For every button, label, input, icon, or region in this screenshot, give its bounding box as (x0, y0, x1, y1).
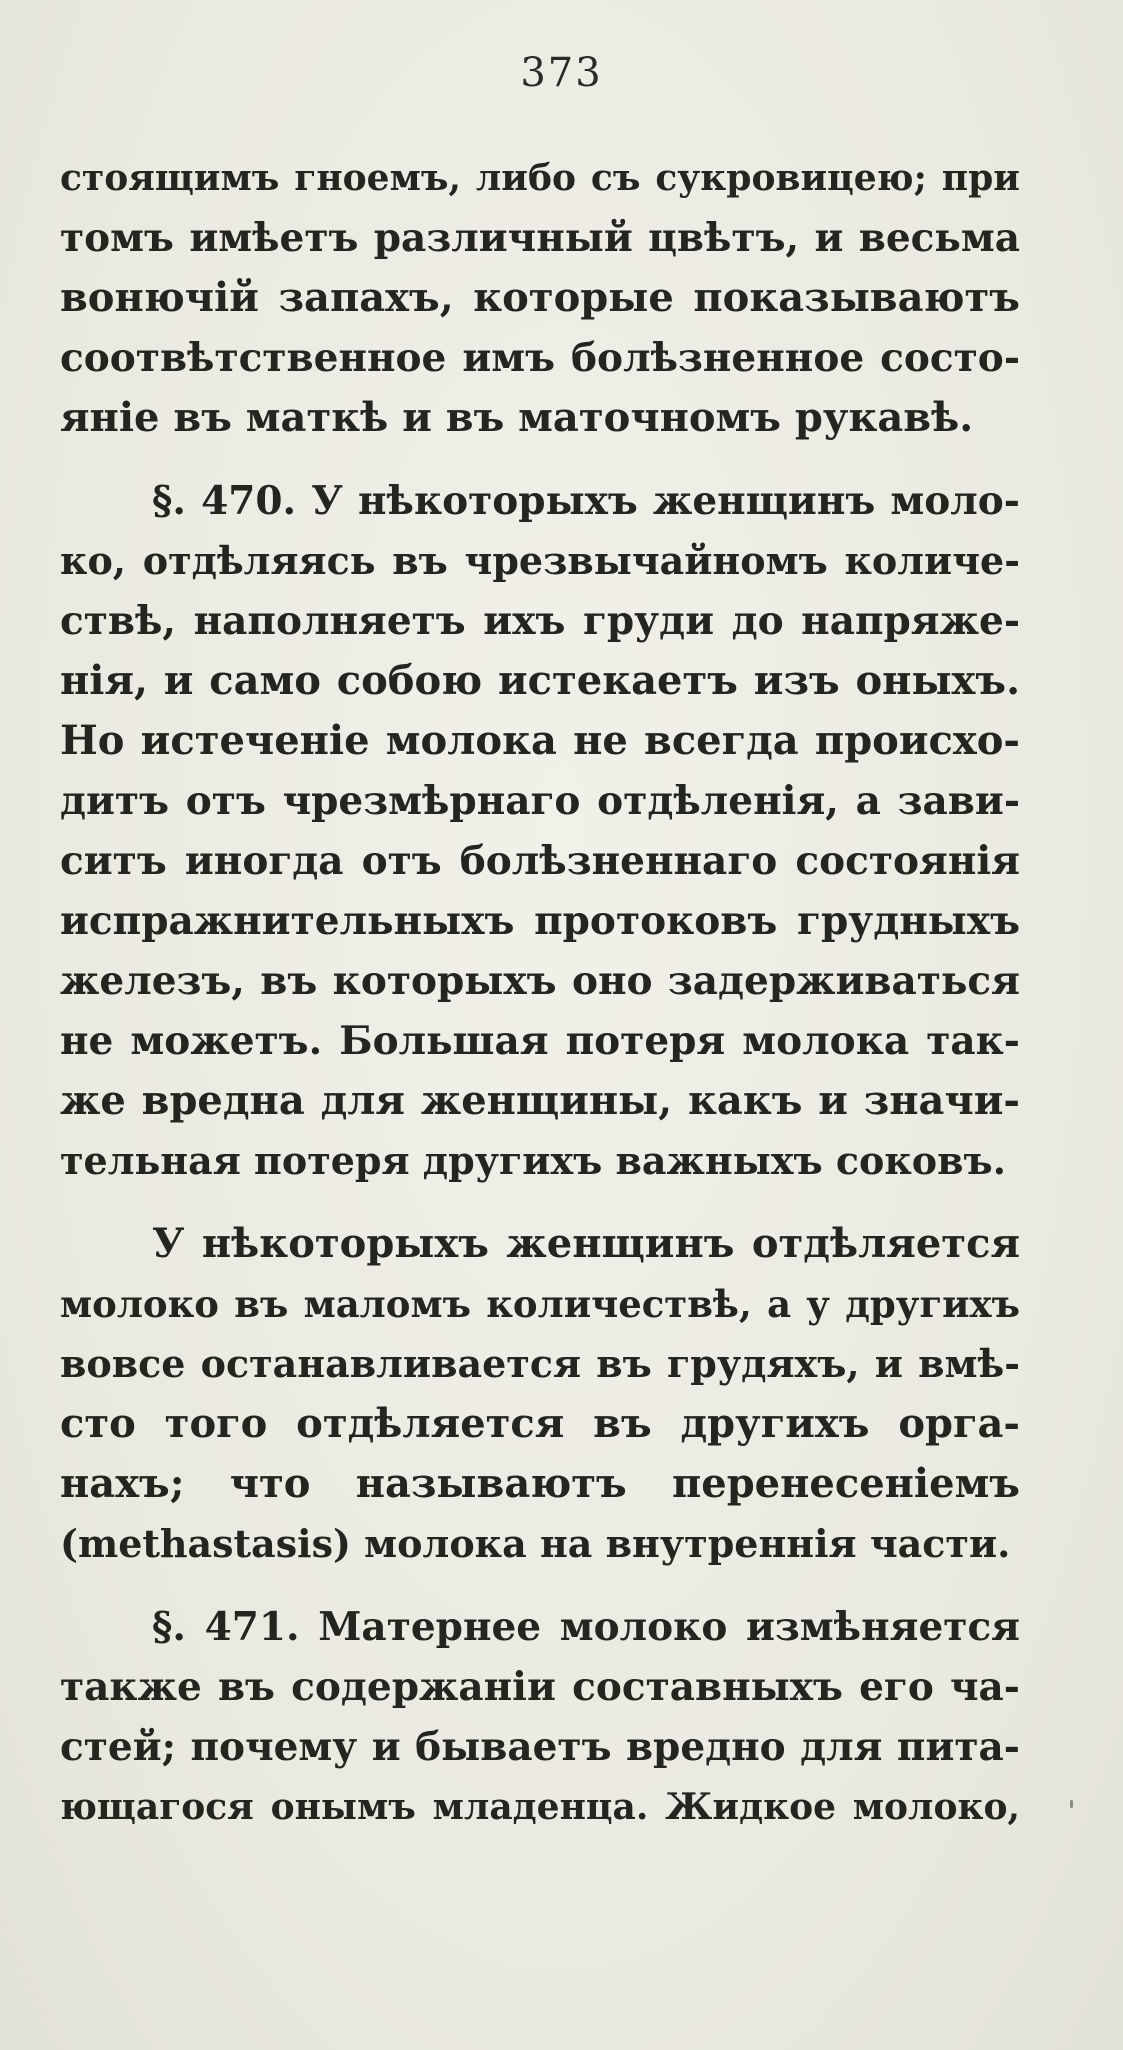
text-line: ко, отдѣляясь въ чрезвычайномъ количе- (60, 538, 1020, 583)
paragraph-section-471 (60, 1597, 1020, 1837)
text-line: нія, и само собою истекаетъ изъ оныхъ. (60, 657, 1020, 704)
text-line: ситъ иногда отъ болѣзненнаго состоянія (60, 838, 1020, 884)
paragraph-section-470 (60, 471, 1020, 1191)
text-line: вонючій запахъ, которые показываютъ (60, 274, 1020, 321)
text-line: §. 470. У нѣкоторыхъ женщинъ моло- (152, 478, 1020, 524)
text-line: железъ, въ которыхъ оно задерживаться (60, 958, 1020, 1004)
text-line: не можетъ. Большая потеря молока так- (60, 1018, 1020, 1064)
text-line: ющагося онымъ младенца. Жидкое молоко, (60, 1786, 1020, 1828)
body-text (60, 148, 1020, 1837)
text-line: §. 471. Матернее молоко измѣняется (152, 1604, 1020, 1650)
text-line: молоко въ маломъ количествѣ, а у другихъ (60, 1282, 1020, 1326)
text-line: стоящимъ гноемъ, либо съ сукровицею; при (60, 157, 1020, 199)
text-line: ствѣ, наполняетъ ихъ груди до напряже- (60, 598, 1020, 644)
paragraph-continuation (60, 148, 1020, 448)
text-line: вовсе останавливается въ грудяхъ, и вмѣ- (60, 1341, 1020, 1386)
text-line: томъ имѣетъ различный цвѣтъ, и весьма (60, 215, 1020, 261)
page-number: 373 (520, 50, 603, 96)
text-line: испражнительныхъ протоковъ грудныхъ (60, 898, 1020, 944)
text-line: тельная потеря другихъ важныхъ соковъ. (60, 1138, 1006, 1183)
text-line: стей; почему и бываетъ вредно для пита- (60, 1724, 1020, 1770)
text-line: нахъ; что называютъ перенесеніемъ (60, 1460, 1020, 1507)
text-line: дитъ отъ чрезмѣрнаго отдѣленія, а зави- (60, 778, 1020, 824)
text-line: У нѣкоторыхъ женщинъ отдѣляется (152, 1220, 1020, 1267)
paragraph-metastasis (60, 1214, 1020, 1574)
text-line: (methastasis) молока на внутреннія части. (60, 1521, 1011, 1566)
text-line: сто того отдѣляется въ другихъ орга- (60, 1400, 1020, 1447)
text-line: Но истеченіе молока не всегда происхо- (60, 717, 1020, 764)
text-line: яніе въ маткѣ и въ маточномъ рукавѣ. (60, 394, 974, 441)
text-line: же вредна для женщины, какъ и значи- (60, 1077, 1020, 1124)
paper-speck (1070, 1800, 1073, 1808)
text-line: соотвѣтственное имъ болѣзненное состо- (60, 335, 1020, 381)
text-line: также въ содержаніи составныхъ его ча- (60, 1664, 1020, 1710)
